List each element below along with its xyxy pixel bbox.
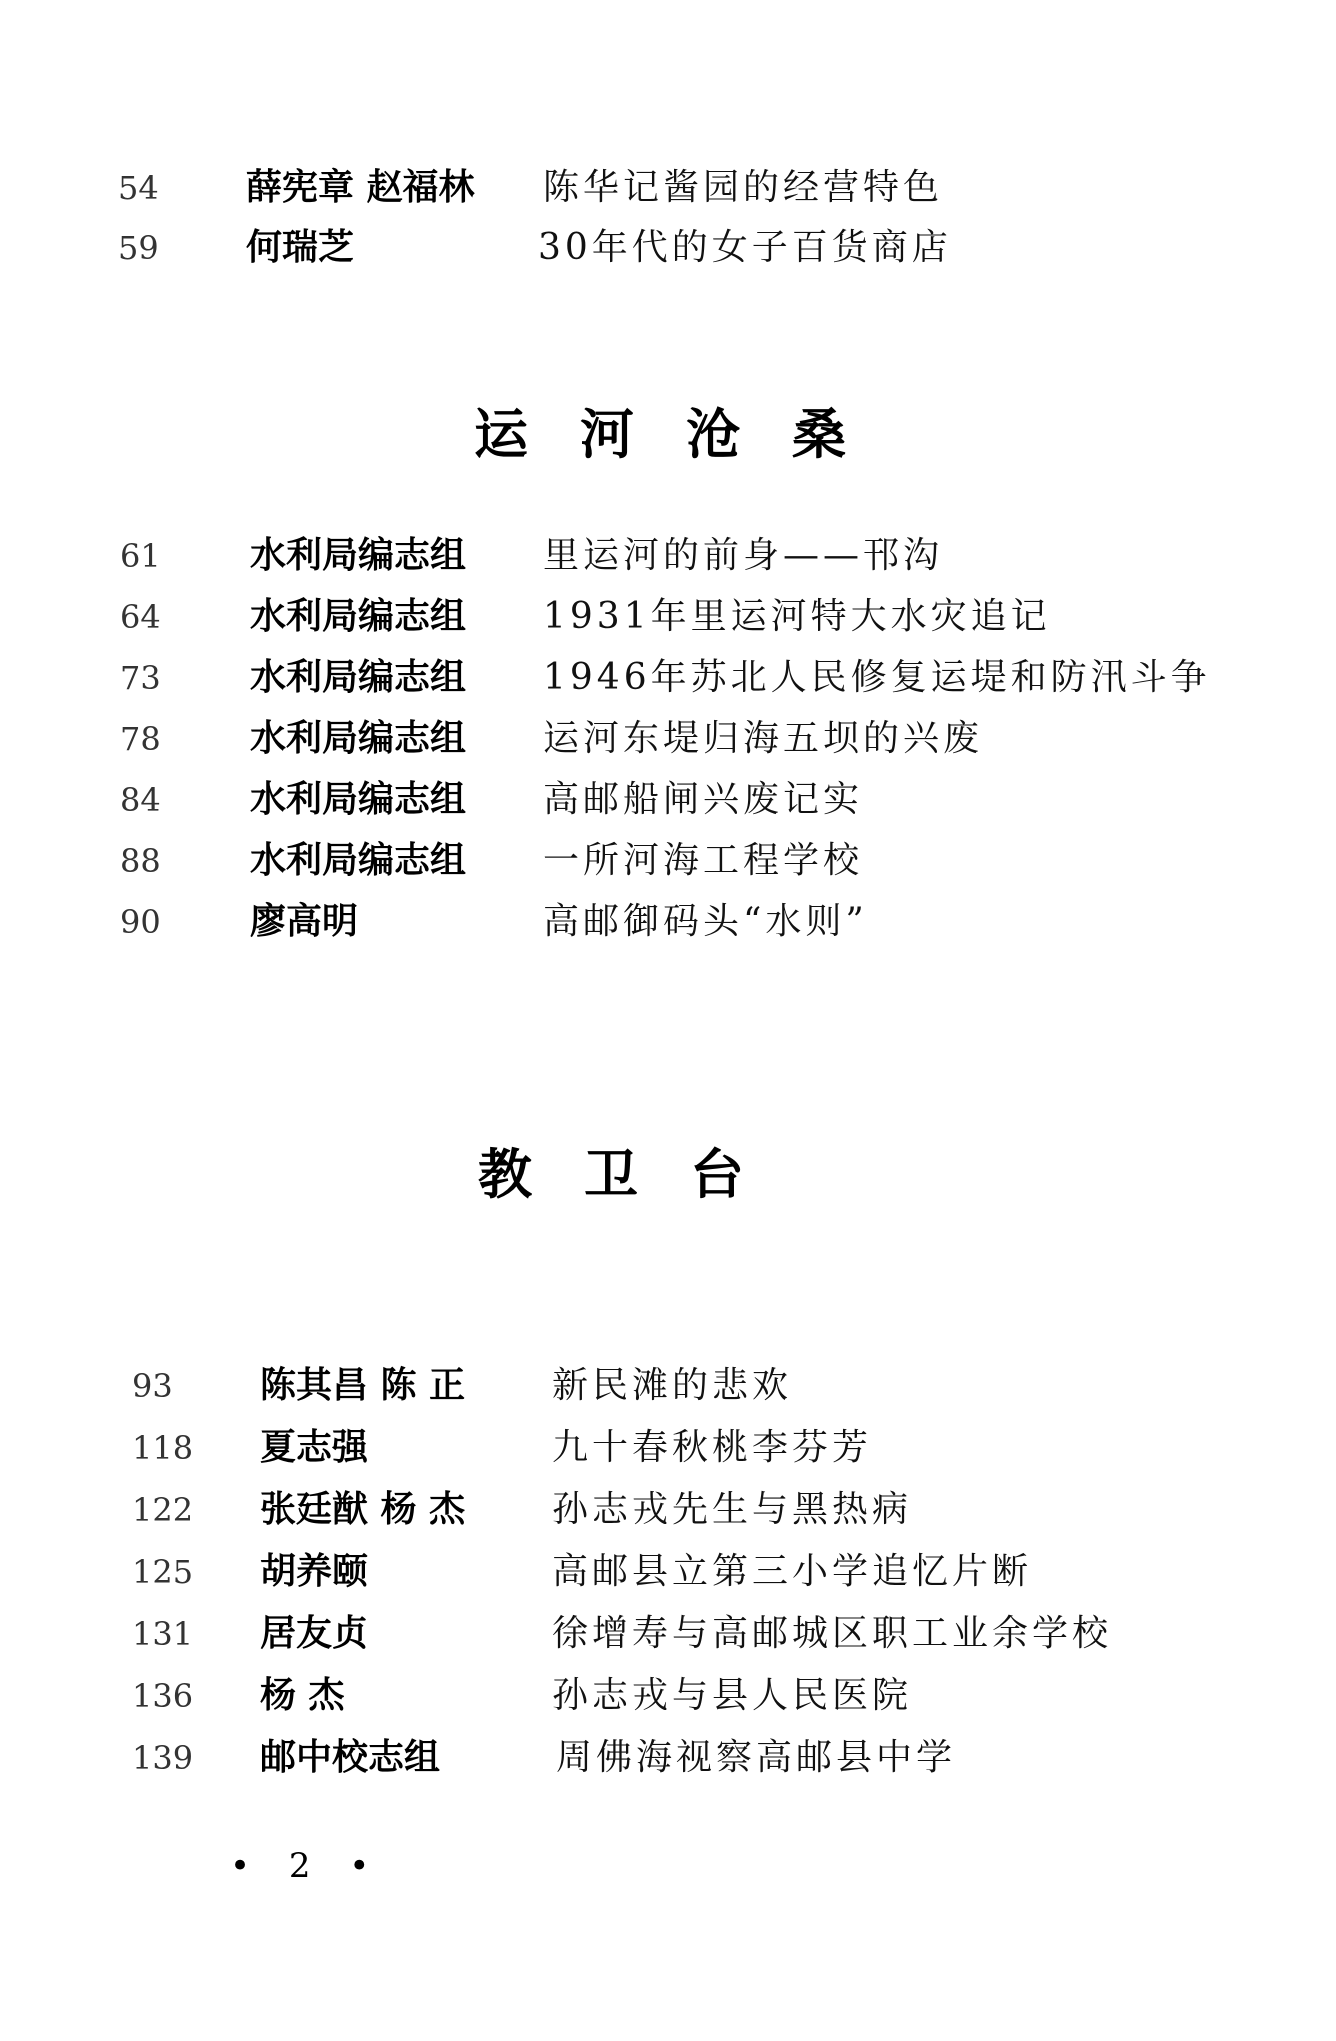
entry-title: 孙志戎先生与黑热病: [552, 1489, 913, 1530]
entry-author: 夏志强: [260, 1427, 369, 1468]
toc-entry: [120, 894, 1220, 950]
entry-author: 水利局编志组: [250, 840, 467, 881]
entry-page-number: 73: [120, 659, 161, 697]
entry-author: 邮中校志组: [260, 1737, 441, 1778]
toc-entry: [132, 1482, 1232, 1538]
toc-entry: [132, 1730, 1232, 1786]
entry-title: 1946年苏北人民修复运堤和防汛斗争: [543, 657, 1211, 698]
entry-page-number: 93: [132, 1367, 173, 1405]
toc-entry: [132, 1668, 1232, 1724]
entry-author: 居友贞: [260, 1613, 369, 1654]
entry-author: 杨 杰: [260, 1675, 345, 1716]
entry-author: 陈其昌 陈 正: [260, 1365, 466, 1406]
toc-entry: [132, 1606, 1232, 1662]
entry-title: 孙志戎与县人民医院: [552, 1675, 913, 1716]
toc-entry: [120, 833, 1220, 889]
toc-entry: [120, 528, 1220, 584]
entry-page-number: 122: [132, 1491, 194, 1529]
entry-author: 水利局编志组: [250, 718, 467, 759]
entry-title: 1931年里运河特大水灾追记: [543, 596, 1051, 637]
entry-page-number: 59: [118, 229, 159, 267]
toc-entry: [120, 589, 1220, 645]
entry-title: 周佛海视察高邮县中学: [556, 1737, 957, 1778]
toc-entry: [120, 650, 1270, 706]
entry-title: 高邮县立第三小学追忆片断: [552, 1551, 1033, 1592]
toc-entry: [132, 1544, 1232, 1600]
entry-page-number: 78: [120, 720, 161, 758]
entry-title: 30年代的女子百货商店: [538, 227, 952, 268]
entry-page-number: 125: [132, 1553, 194, 1591]
entry-author: 廖高明: [250, 901, 359, 942]
entry-page-number: 90: [120, 903, 161, 941]
entry-page-number: 131: [132, 1615, 194, 1653]
entry-title: 九十春秋桃李芬芳: [552, 1427, 873, 1468]
entry-title: 里运河的前身——邗沟: [543, 535, 944, 576]
entry-title: 徐增寿与高邮城区职工业余学校: [552, 1613, 1113, 1654]
entry-page-number: 61: [120, 537, 161, 575]
entry-page-number: 118: [132, 1429, 194, 1467]
entry-page-number: 54: [118, 169, 159, 207]
entry-author: 水利局编志组: [250, 779, 467, 820]
entry-page-number: 139: [132, 1739, 194, 1777]
entry-title: 新民滩的悲欢: [552, 1365, 793, 1406]
entry-author: 水利局编志组: [250, 657, 467, 698]
entry-page-number: 88: [120, 842, 161, 880]
toc-entry: [118, 160, 1218, 216]
toc-entry: [120, 711, 1220, 767]
entry-page-number: 64: [120, 598, 161, 636]
entry-page-number: 84: [120, 781, 161, 819]
entry-page-number: 136: [132, 1677, 194, 1715]
toc-entry: [120, 772, 1220, 828]
section-heading: 运河沧桑: [474, 403, 898, 466]
page-number: • 2 •: [230, 1846, 384, 1886]
toc-entry: [132, 1420, 1232, 1476]
entry-author: 胡养颐: [260, 1551, 369, 1592]
entry-title: 陈华记酱园的经营特色: [543, 167, 944, 208]
entry-title: 高邮船闸兴废记实: [543, 779, 864, 820]
entry-author: 张廷猷 杨 杰: [260, 1489, 466, 1530]
toc-entry: [118, 220, 1218, 276]
entry-title: 一所河海工程学校: [543, 840, 864, 881]
entry-author: 水利局编志组: [250, 596, 467, 637]
entry-author: 水利局编志组: [250, 535, 467, 576]
entry-title: 高邮御码头“水则”: [543, 901, 868, 942]
entry-author: 薛宪章 赵福林: [246, 167, 475, 208]
entry-author: 何瑞芝: [246, 227, 355, 268]
entry-title: 运河东堤归海五坝的兴废: [543, 718, 984, 759]
section-heading: 教卫台: [478, 1143, 796, 1206]
toc-entry: [132, 1358, 1232, 1414]
